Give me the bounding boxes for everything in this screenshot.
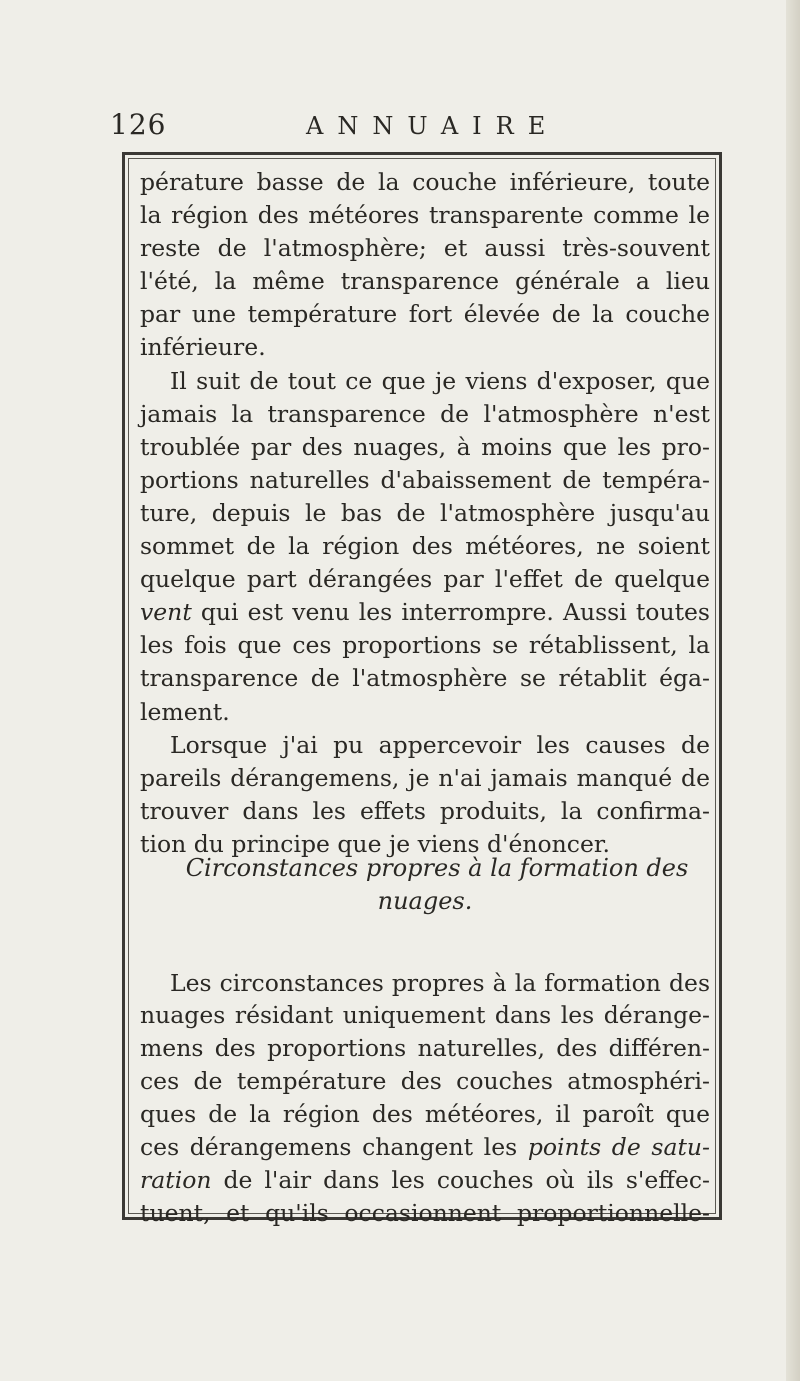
text-line: portions naturelles d'abaissement de tempéra-: [140, 465, 710, 494]
section-heading-line-2: nuages.: [377, 887, 473, 915]
text-line: la région des météores transparente comme le: [140, 201, 710, 230]
text-line: Les circonstances propres à la formation des: [170, 968, 710, 997]
text-line-mixed: [140, 596, 710, 629]
text-line: troublée par des nuages, à moins que les pro-: [140, 432, 710, 461]
text-line: l'été, la même transparence générale a lieu: [140, 267, 710, 296]
text-line-mixed: [140, 1164, 710, 1197]
text-line: quelque part dérangées par l'effet de quelque: [140, 565, 710, 594]
body-text-lower: [140, 943, 710, 1253]
text-line: sommet de la région des météores, ne soient: [140, 532, 710, 561]
text-line: pérature basse de la couche inférieure, toute: [140, 168, 710, 196]
page-number: 126: [110, 108, 167, 141]
text-line: tuent, et qu'ils occasionnent proportionnelle-: [140, 1198, 710, 1227]
italic-word: vent: [140, 598, 192, 627]
paragraph-3: [140, 729, 710, 861]
text-line-mixed: [140, 1131, 710, 1164]
text-line: ces de température des couches atmosphéri-: [140, 1067, 710, 1096]
body-text-upper: [140, 166, 710, 861]
text-line: lement.: [140, 697, 230, 726]
text-line: trouver dans les effets produits, la confirma-: [140, 796, 710, 825]
text-line: les fois que ces proportions se rétablissent, la: [140, 631, 710, 660]
text-line: pareils dérangemens, je n'ai jamais manqué de: [140, 763, 710, 792]
paragraph-1: [140, 166, 710, 365]
text-line: transparence de l'atmosphère se rétablit éga-: [140, 664, 710, 693]
italic-word: ration: [140, 1165, 212, 1194]
running-title: ANNUAIRE: [306, 112, 560, 140]
text-line: ques de la région des météores, il paroît que: [140, 1100, 710, 1129]
text-line: mens des proportions naturelles, des différen-: [140, 1034, 710, 1063]
italic-phrase: points de satu-: [527, 1133, 710, 1162]
section-heading: [140, 852, 710, 918]
text-line: ces dérangemens changent les: [140, 1133, 518, 1162]
section-heading-line-1: Circonstances propres à la formation des: [185, 854, 689, 882]
text-line: reste de l'atmosphère; et aussi très-souvent: [140, 234, 710, 263]
text-line: inférieure.: [140, 333, 266, 362]
page-edge: [786, 0, 800, 1381]
text-line: qui est venu les interrompre. Aussi toutes: [200, 598, 710, 627]
text-line: tion du principe que je viens d'énoncer.: [140, 829, 610, 858]
text-line: de l'air dans les couches où ils s'effec-: [223, 1165, 710, 1194]
text-line: jamais la transparence de l'atmosphère n'est: [140, 399, 710, 428]
text-line: nuages résidant uniquement dans les dérange-: [140, 1001, 710, 1030]
text-line: ture, depuis le bas de l'atmosphère jusqu'au: [140, 498, 710, 527]
paragraph-2: [140, 365, 710, 729]
text-line: par une température fort élevée de la couche: [140, 300, 710, 329]
page-header: [110, 108, 730, 148]
paragraph-4: [140, 967, 710, 1230]
text-line: Lorsque j'ai pu appercevoir les causes de: [170, 730, 710, 759]
text-line: Il suit de tout ce que je viens d'exposer, que: [170, 366, 710, 395]
